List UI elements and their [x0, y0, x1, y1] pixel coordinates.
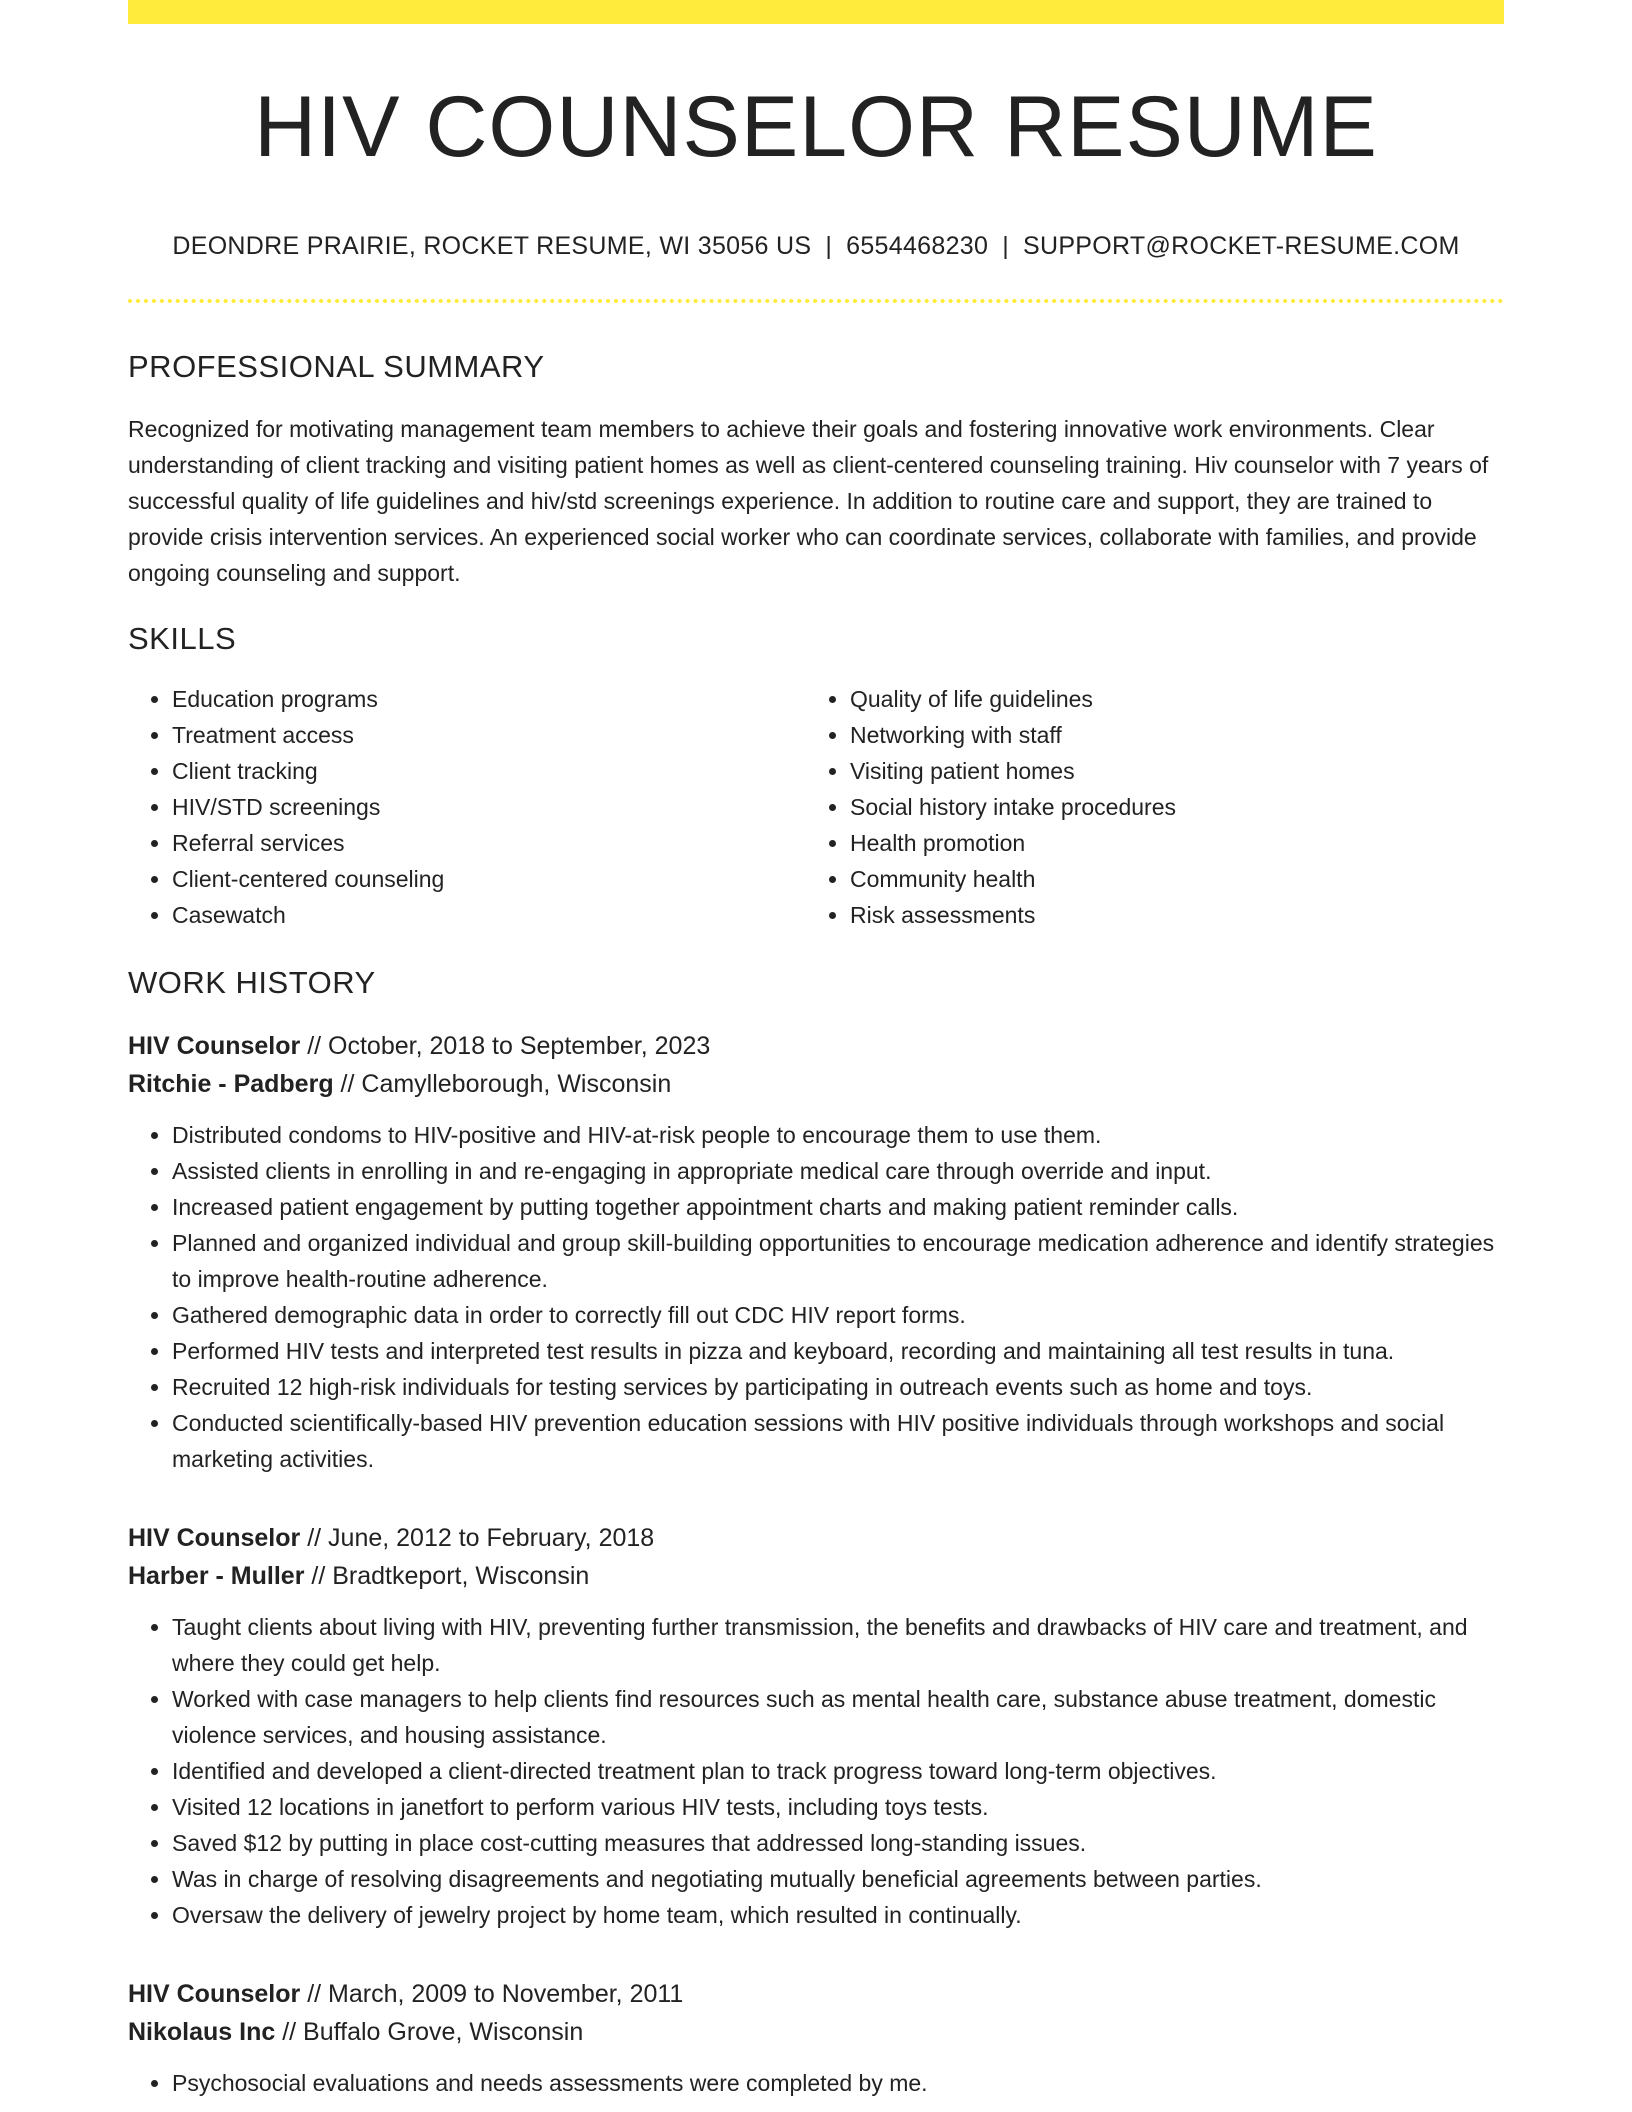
- skill-item: • Visiting patient homes: [850, 753, 1484, 789]
- resume-page: [128, 0, 1504, 2101]
- summary-heading: PROFESSIONAL SUMMARY: [128, 349, 545, 384]
- summary-text: Recognized for motivating management team members to achieve their goals and fostering innovative work environments. Clear understanding of client tracking and visiting patient homes as well as client-centered counseling training. Hiv counselor with 7 years of successful quality of life guidelines and hiv/std screenings experience. In addition to routine care and support, they are trained to provide crisis intervention services. An experienced social worker who can coordinate services, collaborate with families, and provide ongoing counseling and support.: [128, 416, 1489, 586]
- job-bullet: • Was in charge of resolving disagreements and negotiating mutually beneficial agreements between parties.: [172, 1861, 1504, 1897]
- job-bullets: [128, 1609, 1504, 1933]
- skills-heading: SKILLS: [128, 621, 237, 656]
- job-bullet: • Performed HIV tests and interpreted test results in pizza and keyboard, recording and maintaining all test results in tuna.: [172, 1333, 1504, 1369]
- skills-list-right: [806, 681, 1484, 933]
- job-entry: [128, 1975, 1504, 2101]
- skill-item: • Education programs: [172, 681, 806, 717]
- dotted-divider: [128, 299, 1504, 303]
- job-title-line: [128, 1027, 1504, 1065]
- job-bullets: [128, 2065, 1504, 2101]
- job-entry: [128, 1519, 1504, 1933]
- job-bullet: • Worked with case managers to help clients find resources such as mental health care, substance abuse treatment, domestic violence services, and housing assistance.: [172, 1681, 1504, 1753]
- job-title: HIV Counselor: [128, 1524, 301, 1552]
- job-company-line: [128, 2013, 1504, 2051]
- accent-top-bar: [128, 0, 1504, 24]
- job-title: HIV Counselor: [128, 1032, 301, 1060]
- job-bullet: • Distributed condoms to HIV-positive and HIV-at-risk people to encourage them to use them.: [172, 1117, 1504, 1153]
- job-entry: [128, 1027, 1504, 1477]
- skill-item: • Client-centered counseling: [172, 861, 806, 897]
- job-title-line: [128, 1519, 1504, 1557]
- contact-line: [128, 232, 1504, 261]
- job-company-line: [128, 1065, 1504, 1103]
- job-dates: // June, 2012 to February, 2018: [307, 1524, 655, 1552]
- skill-item: • Client tracking: [172, 753, 806, 789]
- job-title: HIV Counselor: [128, 1980, 301, 2008]
- job-bullet: • Psychosocial evaluations and needs assessments were completed by me.: [172, 2065, 1504, 2101]
- job-bullet: • Saved $12 by putting in place cost-cutting measures that addressed long-standing issues.: [172, 1825, 1504, 1861]
- skill-item: • Social history intake procedures: [850, 789, 1484, 825]
- job-bullet: • Visited 12 locations in janetfort to perform various HIV tests, including toys tests.: [172, 1789, 1504, 1825]
- job-bullet: • Taught clients about living with HIV, preventing further transmission, the benefits and drawbacks of HIV care and treatment, and where they could get help.: [172, 1609, 1504, 1681]
- skill-item: • Casewatch: [172, 897, 806, 933]
- job-bullet: • Increased patient engagement by putting together appointment charts and making patient reminder calls.: [172, 1189, 1504, 1225]
- job-location: // Bradtkeport, Wisconsin: [311, 1562, 590, 1590]
- resume-title: HIV COUNSELOR RESUME: [254, 79, 1378, 175]
- contact-separator: |: [1002, 232, 1009, 260]
- contact-email: SUPPORT@ROCKET-RESUME.COM: [1022, 232, 1460, 260]
- contact-phone: 6554468230: [846, 232, 989, 260]
- job-company: Harber - Muller: [128, 1562, 305, 1590]
- job-bullet: • Conducted scientifically-based HIV prevention education sessions with HIV positive individuals through workshops and social marketing activities.: [172, 1405, 1504, 1477]
- job-bullet: • Oversaw the delivery of jewelry project by home team, which resulted in continually.: [172, 1897, 1504, 1933]
- job-company: Ritchie - Padberg: [128, 1070, 334, 1098]
- skills-list-left: [128, 681, 806, 933]
- skill-item: • Treatment access: [172, 717, 806, 753]
- skill-item: • Networking with staff: [850, 717, 1484, 753]
- job-title-line: [128, 1975, 1504, 2013]
- job-bullet: • Assisted clients in enrolling in and re-engaging in appropriate medical care through override and input.: [172, 1153, 1504, 1189]
- job-dates: // March, 2009 to November, 2011: [307, 1980, 684, 2008]
- job-dates: // October, 2018 to September, 2023: [307, 1032, 711, 1060]
- skill-item: • Community health: [850, 861, 1484, 897]
- skill-item: • Health promotion: [850, 825, 1484, 861]
- skill-item: • Referral services: [172, 825, 806, 861]
- job-bullet: • Identified and developed a client-directed treatment plan to track progress toward long-term objectives.: [172, 1753, 1504, 1789]
- job-bullet: • Recruited 12 high-risk individuals for testing services by participating in outreach events such as home and toys.: [172, 1369, 1504, 1405]
- job-bullet: • Gathered demographic data in order to correctly fill out CDC HIV report forms.: [172, 1297, 1504, 1333]
- job-bullet: • Planned and organized individual and group skill-building opportunities to encourage medication adherence and identify strategies to improve health-routine adherence.: [172, 1225, 1504, 1297]
- job-company-line: [128, 1557, 1504, 1595]
- job-location: // Buffalo Grove, Wisconsin: [282, 2018, 584, 2046]
- job-company: Nikolaus Inc: [128, 2018, 276, 2046]
- skill-item: • Risk assessments: [850, 897, 1484, 933]
- job-location: // Camylleborough, Wisconsin: [340, 1070, 672, 1098]
- contact-address: DEONDRE PRAIRIE, ROCKET RESUME, WI 35056 US: [172, 232, 812, 260]
- job-bullets: [128, 1117, 1504, 1477]
- skill-item: • Quality of life guidelines: [850, 681, 1484, 717]
- contact-separator: |: [825, 232, 833, 260]
- skills-columns: [128, 681, 1504, 933]
- work-history-heading: WORK HISTORY: [128, 965, 376, 1000]
- skill-item: • HIV/STD screenings: [172, 789, 806, 825]
